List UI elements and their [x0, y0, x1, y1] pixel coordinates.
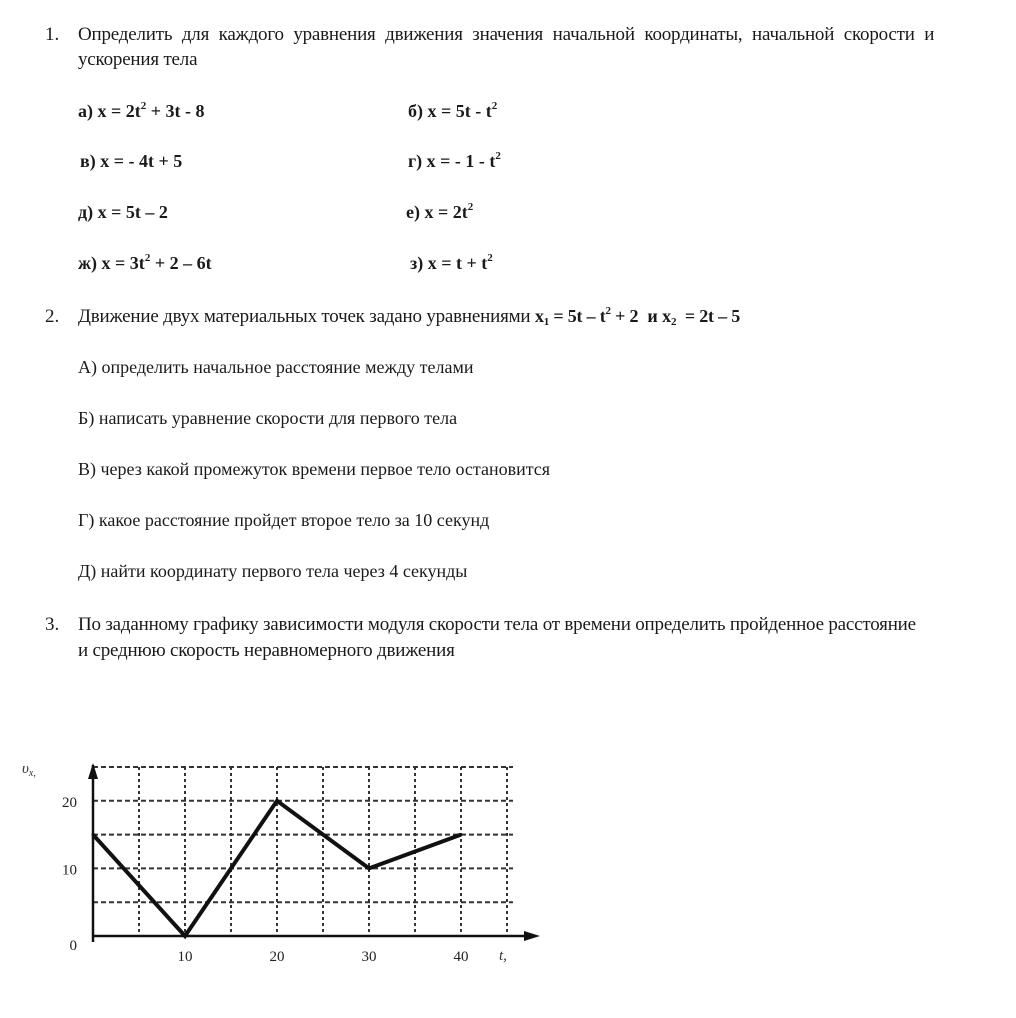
y-axis-arrow-icon [88, 763, 98, 779]
data-point [276, 799, 279, 802]
y-axis-label: $\upsilon_{x,}$ [22, 761, 36, 779]
equation-item: в) x = - 4t + 5 [80, 151, 183, 171]
equation-item: г) x = - $1 - t^2$ [408, 150, 501, 171]
x-tick-label: 30 [361, 949, 377, 965]
chart-axes [88, 763, 540, 942]
task-2-subitem-v: В) через какой промежуток времени первое тело остановится [78, 459, 551, 479]
equation-item: б) $x = 5t - t^2$ [408, 100, 498, 121]
task-2-subitem-g: Г) какое расстояние пройдет второе тело за 10 секунд [78, 510, 490, 530]
x-tick-label: 20 [269, 949, 285, 965]
equation-label: з) [410, 253, 428, 273]
conjunction: и [647, 306, 658, 326]
equation-label: в) [80, 151, 101, 171]
equation-label: ж) [78, 253, 102, 273]
data-point [92, 833, 95, 836]
x-axis-label: t, [499, 948, 507, 964]
equation-item: е) $x = 2t^2$ [406, 201, 474, 222]
equation-label: б) [408, 101, 428, 121]
y-tick-label: 20 [62, 794, 77, 811]
task-2-statement [78, 306, 740, 328]
y-tick-label: 0 [69, 938, 77, 954]
task-2-subitem-b: Б) написать уравнение скорости для первого тела [78, 408, 458, 428]
equation-item: д) x = 5t – 2 [78, 202, 168, 222]
data-point [184, 935, 187, 938]
equation-label: е) [406, 202, 425, 222]
y-tick-label: 10 [62, 862, 77, 879]
chart-grid [93, 767, 513, 936]
equation-item: з) $x = t + t^2$ [410, 252, 493, 273]
task-1-text-line-1: Определить для каждого уравнения движения значения начальной координаты, начальной скорости и [78, 24, 935, 45]
task-1-text-line-2: ускорения тела [78, 49, 198, 70]
task-1-number: 1. [45, 24, 60, 45]
data-point [460, 833, 463, 836]
equation-x1: $x_1 = 5t - t^2 + 2$ [534, 305, 639, 328]
x-tick-label: 40 [453, 949, 469, 965]
equation-x2: $x_2 = 2t - 5$ [662, 306, 741, 328]
equation-label: а) [78, 101, 98, 121]
equation-item: а) $x = 2t^2 + 3t - 8$ [78, 100, 205, 121]
x-axis-arrow-icon [524, 931, 540, 941]
equation-label: д) [78, 202, 98, 222]
task-2-subitem-d: Д) найти координату первого тела через 4 секунды [78, 561, 468, 581]
x-tick-label: 10 [177, 949, 193, 965]
task-3-text-line-1: По заданному графику зависимости модуля скорости тела от времени определить пройденное расстояние [78, 614, 916, 635]
data-point [368, 867, 371, 870]
task-3-text-line-2: и среднюю скорость неравномерного движения [78, 640, 455, 661]
task-2-number: 2. [45, 306, 60, 327]
equation-item: ж) $x = 3t^2 + 2 - 6t$ [78, 252, 212, 273]
task-2-intro: Движение двух материальных точек задано уравнениями [78, 306, 535, 327]
velocity-time-chart [0, 740, 560, 980]
task-3-number: 3. [45, 614, 60, 635]
equation-label: г) [408, 151, 427, 171]
task-2-subitem-a: А) определить начальное расстояние между телами [78, 357, 474, 377]
